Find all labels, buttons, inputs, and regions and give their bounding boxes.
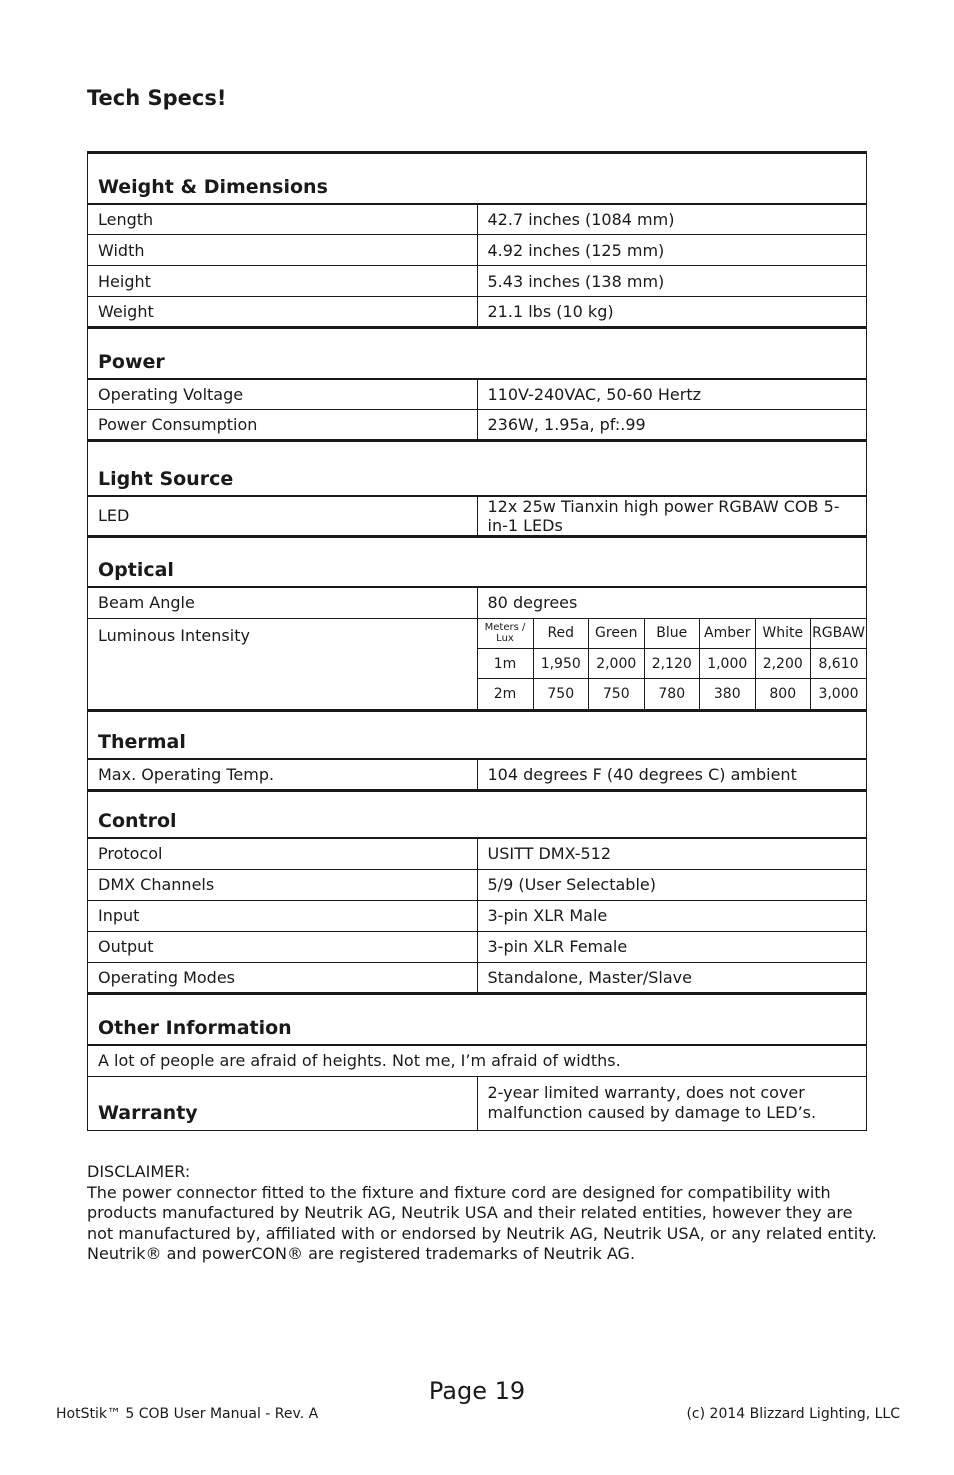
luminous-cell: 8,610: [811, 649, 867, 679]
spec-label: DMX Channels: [88, 869, 478, 900]
warranty-label: Warranty: [88, 1076, 478, 1130]
table-row: [88, 410, 867, 441]
luminous-cell: 2,000: [589, 649, 645, 679]
spec-label: Beam Angle: [88, 587, 478, 618]
spec-value: 5/9 (User Selectable): [477, 869, 867, 900]
table-row: [88, 496, 867, 537]
luminous-cell: 2,200: [755, 649, 811, 679]
luminous-header-cell: Blue: [644, 619, 700, 649]
luminous-cell: 2m: [493, 685, 517, 702]
spec-value: 42.7 inches (1084 mm): [477, 204, 867, 235]
table-row: [88, 204, 867, 235]
spec-value: 21.1 lbs (10 kg): [477, 297, 867, 328]
spec-value: 110V-240VAC, 50-60 Hertz: [477, 379, 867, 410]
luminous-cell: 3,000: [811, 679, 867, 709]
disclaimer-text: The power connector fitted to the fixture and fixture cord are designed for compatibility with products manufactured by Neutrik AG, Neutrik USA and their related entities, however they are not manufactured by, affiliated with or endorsed by Neutrik AG, Neutrik USA, or any related entity. Neutrik® and powerCON® are registered trademarks of Neutrik AG.: [87, 1182, 877, 1263]
luminous-header-cell: Amber: [700, 619, 756, 649]
section-heading-thermal: Thermal: [88, 710, 867, 759]
spec-label: Operating Voltage: [88, 379, 478, 410]
table-row: [88, 869, 867, 900]
spec-label: Power Consumption: [88, 410, 478, 441]
section-heading-weight: Weight & Dimensions: [88, 153, 867, 204]
table-row: [88, 962, 867, 993]
luminous-cell: 1m: [478, 649, 534, 679]
luminous-header-cell: White: [755, 619, 811, 649]
spec-value: 236W, 1.95a, pf:.99: [477, 410, 867, 441]
spec-label: LED: [88, 496, 478, 537]
footer-copyright: (c) 2014 Blizzard Lighting, LLC: [686, 1406, 900, 1422]
luminous-cell: 750: [589, 679, 645, 709]
section-heading-control: Control: [88, 790, 867, 838]
table-row: [88, 931, 867, 962]
table-row: [88, 379, 867, 410]
spec-label: Width: [88, 235, 478, 266]
luminous-cell: 1,000: [700, 649, 756, 679]
footer-manual-title: HotStik™ 5 COB User Manual - Rev. A: [56, 1406, 319, 1422]
table-row: [88, 235, 867, 266]
luminous-cell: 380: [700, 679, 756, 709]
table-row: [88, 900, 867, 931]
other-information-note: A lot of people are afraid of heights. Not me, I’m afraid of widths.: [88, 1045, 867, 1076]
spec-value: 4.92 inches (125 mm): [477, 235, 867, 266]
section-heading-other-information: Other Information: [88, 993, 867, 1045]
spec-label: Input: [88, 900, 478, 931]
spec-label: Max. Operating Temp.: [88, 759, 478, 790]
luminous-header-cell: Meters / Lux: [478, 619, 534, 649]
disclaimer-heading: DISCLAIMER:: [87, 1162, 191, 1181]
spec-label: Height: [88, 266, 478, 297]
section-heading-light-source: Light Source: [88, 441, 867, 496]
table-row: [88, 759, 867, 790]
spec-label: Operating Modes: [88, 962, 478, 993]
luminous-header-row: [478, 619, 867, 649]
table-row: [88, 618, 867, 710]
luminous-header-cell: Red: [533, 619, 589, 649]
spec-value: 12x 25w Tianxin high power RGBAW COB 5-in-1 LEDs: [477, 496, 867, 537]
table-row: [88, 1076, 867, 1130]
spec-value: 5.43 inches (138 mm): [477, 266, 867, 297]
table-row: [88, 266, 867, 297]
tech-specs-table: [87, 151, 867, 1131]
spec-value: Standalone, Master/Slave: [477, 962, 867, 993]
spec-value: 104 degrees F (40 degrees C) ambient: [477, 759, 867, 790]
spec-label: Luminous Intensity: [88, 618, 478, 710]
spec-label: Output: [88, 931, 478, 962]
luminous-header-cell: RGBAW: [811, 619, 867, 649]
spec-value: USITT DMX-512: [477, 838, 867, 869]
spec-value: 3-pin XLR Female: [477, 931, 867, 962]
luminous-cell: 750: [533, 679, 589, 709]
spec-value: 3-pin XLR Male: [477, 900, 867, 931]
luminous-header-cell: Green: [589, 619, 645, 649]
luminous-cell: 800: [755, 679, 811, 709]
luminous-cell: 1,950: [533, 649, 589, 679]
luminous-row: [478, 649, 867, 679]
table-row: [88, 297, 867, 328]
warranty-value: 2-year limited warranty, does not cover malfunction caused by damage to LED’s.: [477, 1076, 867, 1130]
spec-label: Weight: [88, 297, 478, 328]
page-title: Tech Specs!: [87, 86, 227, 110]
table-row: [88, 838, 867, 869]
luminous-cell: 2,120: [644, 649, 700, 679]
table-row: [88, 587, 867, 618]
table-row: [88, 1045, 867, 1076]
section-heading-power: Power: [88, 328, 867, 379]
luminous-row: [478, 679, 867, 709]
luminous-intensity-table: [478, 619, 867, 709]
spec-label: Length: [88, 204, 478, 235]
page-number: Page 19: [428, 1377, 526, 1405]
disclaimer: [87, 1162, 877, 1265]
luminous-cell: 780: [644, 679, 700, 709]
section-heading-optical: Optical: [88, 536, 867, 587]
spec-value: 80 degrees: [477, 587, 867, 618]
spec-label: Protocol: [88, 838, 478, 869]
luminous-intensity-cell: [477, 618, 867, 710]
